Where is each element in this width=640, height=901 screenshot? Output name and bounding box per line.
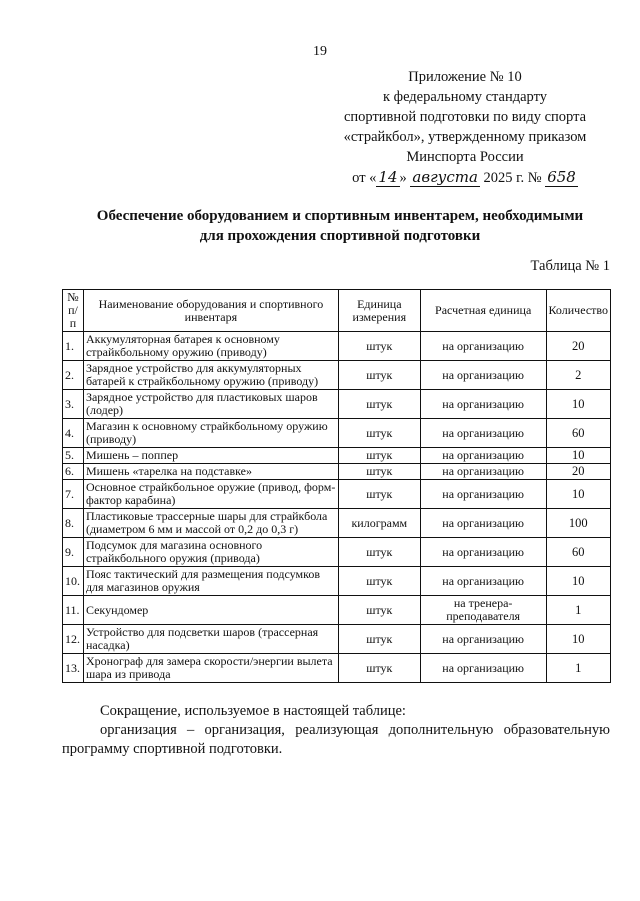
table-caption: Таблица № 1 [530, 258, 610, 274]
table-row [63, 448, 611, 464]
table-row [63, 625, 611, 654]
unit-of-measure: штук [338, 538, 420, 567]
calc-unit: на тренера-преподавателя [420, 596, 546, 625]
equipment-name: Секундомер [83, 596, 338, 625]
quantity: 10 [546, 480, 610, 509]
equipment-table [62, 289, 611, 683]
row-number: 2. [63, 361, 84, 390]
equipment-name: Пояс тактический для размещения подсумков для магазинов оружия [83, 567, 338, 596]
calc-unit: на организацию [420, 567, 546, 596]
appendix-line: к федеральному стандарту [383, 89, 547, 105]
table-row [63, 654, 611, 683]
row-number: 7. [63, 480, 84, 509]
quantity: 2 [546, 361, 610, 390]
table-row [63, 509, 611, 538]
quantity: 20 [546, 332, 610, 361]
unit-of-measure: штук [338, 654, 420, 683]
row-number: 4. [63, 419, 84, 448]
equipment-name: Магазин к основному страйкбольному оружию (приводу) [83, 419, 338, 448]
equipment-name: Зарядное устройство для аккумуляторных батарей к страйкбольному оружию (приводу) [83, 361, 338, 390]
unit-of-measure: штук [338, 567, 420, 596]
row-number: 6. [63, 464, 84, 480]
quantity: 60 [546, 538, 610, 567]
quantity: 1 [546, 596, 610, 625]
header-quantity: Количество [546, 290, 610, 332]
date-mid: » [399, 170, 407, 186]
row-number: 1. [63, 332, 84, 361]
appendix-line: Приложение № 10 [408, 69, 522, 85]
quantity: 20 [546, 464, 610, 480]
equipment-name: Мишень – поппер [83, 448, 338, 464]
abbreviation-intro: Сокращение, используемое в настоящей таблице: [100, 703, 406, 719]
quantity: 100 [546, 509, 610, 538]
order-date-line [330, 167, 600, 188]
equipment-name: Хронограф для замера скорости/энергии вылета шара из привода [83, 654, 338, 683]
page-number: 19 [313, 44, 327, 59]
calc-unit: на организацию [420, 509, 546, 538]
header-number: № п/п [63, 290, 84, 332]
notes-block [62, 702, 610, 759]
equipment-name: Устройство для подсветки шаров (трассерная насадка) [83, 625, 338, 654]
header-calc-unit: Расчетная единица [420, 290, 546, 332]
unit-of-measure: штук [338, 625, 420, 654]
quantity: 60 [546, 419, 610, 448]
unit-of-measure: штук [338, 390, 420, 419]
calc-unit: на организацию [420, 332, 546, 361]
date-year: 2025 г. № [483, 170, 542, 186]
table-row [63, 464, 611, 480]
unit-of-measure: штук [338, 419, 420, 448]
calc-unit: на организацию [420, 464, 546, 480]
date-prefix: от « [352, 170, 377, 186]
row-number: 11. [63, 596, 84, 625]
title-line: Обеспечение оборудованием и спортивным инвентарем, необходимыми [96, 208, 584, 224]
row-number: 13. [63, 654, 84, 683]
calc-unit: на организацию [420, 448, 546, 464]
row-number: 9. [63, 538, 84, 567]
unit-of-measure: штук [338, 332, 420, 361]
row-number: 5. [63, 448, 84, 464]
table-row [63, 567, 611, 596]
calc-unit: на организацию [420, 361, 546, 390]
unit-of-measure: штук [338, 361, 420, 390]
table-row [63, 538, 611, 567]
quantity: 10 [546, 390, 610, 419]
equipment-name: Основное страйкбольное оружие (привод, форм-фактор карабина) [83, 480, 338, 509]
unit-of-measure: штук [338, 596, 420, 625]
table-row [63, 390, 611, 419]
document-title [40, 206, 640, 246]
row-number: 12. [63, 625, 84, 654]
row-number: 10. [63, 567, 84, 596]
abbreviation-definition: организация – организация, реализующая дополнительную образовательную программу спортивной подготовки. [62, 722, 610, 757]
title-line: для прохождения спортивной подготовки [199, 228, 481, 244]
calc-unit: на организацию [420, 390, 546, 419]
table-row [63, 596, 611, 625]
equipment-name: Зарядное устройство для пластиковых шаров (лодер) [83, 390, 338, 419]
handwritten-day: 14 [378, 168, 398, 186]
quantity: 10 [546, 448, 610, 464]
equipment-name: Подсумок для магазина основного страйкбольного оружия (привода) [83, 538, 338, 567]
appendix-block [330, 67, 600, 188]
table-row [63, 480, 611, 509]
table-row [63, 419, 611, 448]
equipment-name: Мишень «тарелка на подставке» [83, 464, 338, 480]
quantity: 10 [546, 567, 610, 596]
calc-unit: на организацию [420, 419, 546, 448]
quantity: 10 [546, 625, 610, 654]
handwritten-month: августа [412, 168, 478, 186]
appendix-line: Минспорта России [406, 149, 524, 165]
equipment-name: Аккумуляторная батарея к основному страйкбольному оружию (приводу) [83, 332, 338, 361]
calc-unit: на организацию [420, 538, 546, 567]
unit-of-measure: килограмм [338, 509, 420, 538]
appendix-line: «страйкбол», утвержденному приказом [343, 129, 587, 145]
handwritten-order-number: 658 [547, 168, 576, 186]
table-row [63, 361, 611, 390]
calc-unit: на организацию [420, 625, 546, 654]
row-number: 8. [63, 509, 84, 538]
calc-unit: на организацию [420, 480, 546, 509]
unit-of-measure: штук [338, 464, 420, 480]
header-unit: Единица измерения [338, 290, 420, 332]
equipment-name: Пластиковые трассерные шары для страйкбола (диаметром 6 мм и массой от 0,2 до 0,3 г) [83, 509, 338, 538]
row-number: 3. [63, 390, 84, 419]
table-header-row [63, 290, 611, 332]
quantity: 1 [546, 654, 610, 683]
appendix-line: спортивной подготовки по виду спорта [343, 109, 587, 125]
header-name: Наименование оборудования и спортивного инвентаря [83, 290, 338, 332]
calc-unit: на организацию [420, 654, 546, 683]
unit-of-measure: штук [338, 480, 420, 509]
table-row [63, 332, 611, 361]
unit-of-measure: штук [338, 448, 420, 464]
